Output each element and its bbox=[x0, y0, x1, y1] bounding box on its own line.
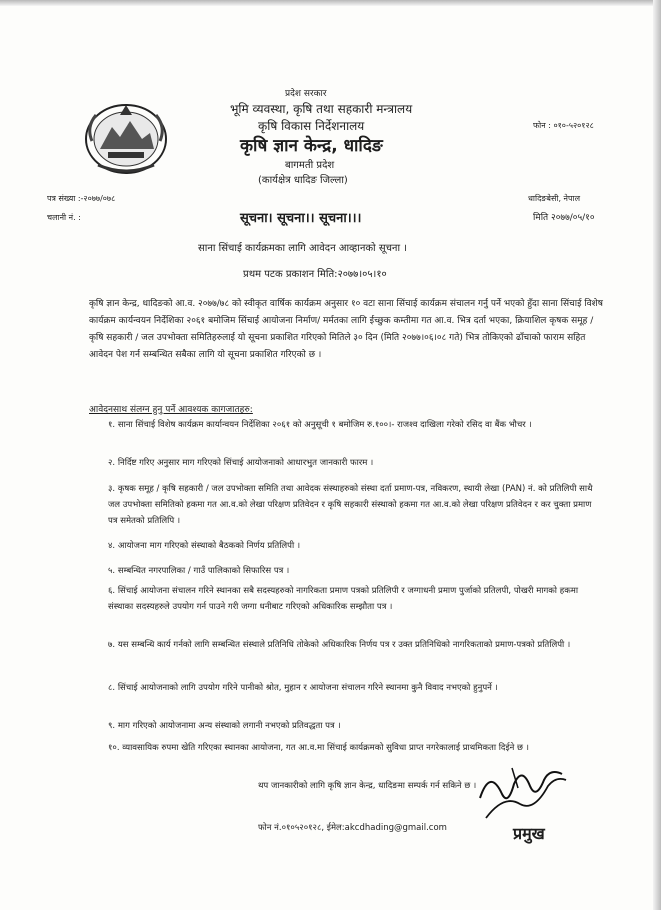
document-list-item-10: १०. व्यावसायिक रुपमा खेति गरिएका स्थानका आयोजना, गत आ.व.मा सिंचाई कार्यक्रमको सुविधा प्राप्त नगरेकालाई प्राथमिकता दिईने छ । bbox=[108, 743, 529, 753]
ministry-title: भूमि व्यवस्था, कृषि तथा सहकारी मन्त्रालय bbox=[230, 102, 413, 116]
document-list-item-8: ८. सिंचाई आयोजनाको लागि उपयोग गरिने पानीको श्रोत, मुहान र आयोजना संचालन गरिने स्थानमा कुनै विवाद नभएको हुनुपर्ने । bbox=[108, 683, 498, 693]
province-name: बागमती प्रदेश bbox=[285, 160, 335, 171]
chief-designation: प्रमुख bbox=[513, 824, 545, 843]
government-title: प्रदेश सरकार bbox=[285, 89, 327, 99]
scan-edge-right bbox=[653, 0, 661, 910]
document-list-item-5: ५. सम्बन्धित नगरपालिका / गाउँ पालिकाको सिफारिस पत्र । bbox=[108, 566, 290, 576]
notice-body-paragraph: कृषि ज्ञान केन्द्र, धादिङको आ.व. २०७७/७८ को स्वीकृत वार्षिक कार्यक्रम अनुसार १० वटा साना सिंचाई कार्यक्रम संचालन गर्नु पर्ने भएको हुँदा साना सिंचाई विशेष कार्यक्रम कार्यन्वयन निर्देशिका २०६१ बमोजिम सिंचाई आयोजना निर्माण/ मर्मतका लागि ईच्छुक कम्तीमा गत आ.व. भित्र दर्ता भएका, क्रियाशिल कृषक समूह / कृषि सहकारी / जल उपभोक्ता समितिहरुलाई यो सूचना प्रकाशित गरिएको मितिले ३० दिन (मिति २०७७।०६।०८ गते) भित्र तोकिएको ढाँचाको फाराम सहित आवेदन पेश गर्न सम्बन्धित सबैका लागि यो सूचना प्रकाशित गरिएको छ । bbox=[89, 299, 604, 360]
document-list-item-2: २. निर्दिष्ट गरिए अनुसार माग गरिएको सिंचाई आयोजनाको आधारभुत जानकारी फारम । bbox=[108, 458, 374, 468]
document-list-item-7: ७. यस सम्बन्धि कार्य गर्नको लागि सम्बन्धित संस्थाले प्रतिनिधि तोकेको अधिकारिक निर्णय पत्र र उक्त प्रतिनिधिको नागरिकताको प्रमाण-पत्रको प्रतिलिपी । bbox=[108, 640, 571, 650]
letter-date: मिति २०७७/०५/१० bbox=[533, 213, 595, 223]
notice-subject: साना सिंचाई कार्यक्रमका लागि आवेदन आव्हानको सूचना । bbox=[198, 243, 408, 254]
document-list-item-9: ९. माग गरिएको आयोजनामा अन्य संस्थाको लगानी नभएको प्रतिवद्धता पत्र । bbox=[108, 721, 341, 731]
notice-heading: सूचना। सूचना।। सूचना।।। bbox=[240, 211, 362, 226]
document-list-item-4: ४. आयोजना माग गरिएको संस्थाको बैठकको निर्णय प्रतिलिपी । bbox=[108, 541, 301, 551]
office-phone: फोन : ०१०-५२०१२८ bbox=[533, 121, 594, 130]
document-list-item-3: ३. कृषक समूह / कृषि सहकारी / जल उपभोक्ता समिति तथा आवेदक संस्थाहरुको संस्था दर्ता प्रमाण-पत्र, नविकरण, स्थायी लेखा (PAN) नं. को प्रतिलिपी साथै जल उपभोक्ता समितिको हकमा गत आ.व.को लेखा परिक्षण प्रतिवेदन र कृषि सहकारी संस्थाको हकमा गत आ.व.को लेखा परिक्षण प्रतिवेदन र कर चुक्ता प्रमाण पत्र समेतको प्रतिलिपि । bbox=[108, 484, 593, 526]
nepal-emblem-logo bbox=[78, 97, 174, 177]
dispatch-number: चलानी नं. : bbox=[47, 213, 81, 222]
office-location: धादिङबेसी, नेपाल bbox=[528, 194, 581, 203]
office-name: कृषि ज्ञान केन्द्र, धादिङ bbox=[240, 136, 383, 156]
handwritten-signature bbox=[472, 758, 582, 832]
contact-info-line: थप जानकारीको लागि कृषि ज्ञान केन्द्र, धादिङमा सम्पर्क गर्न सकिने छ । bbox=[258, 781, 477, 791]
department-title: कृषि विकास निर्देशनालय bbox=[258, 119, 365, 133]
required-documents-heading: आवेदनसाथ संलग्न हुनु पर्ने आवश्यक कागजातहरु: bbox=[89, 405, 253, 415]
document-list-item-6: ६. सिंचाई आयोजना संचालन गरिने स्थानका सबै सदस्यहरुको नागरिकता प्रमाण पत्रको प्रतिलिपी र जग्गाधनी प्रमाण पुर्जाको प्रतिलपी, पोखरी मागको हकमा संस्थाका सदस्यहरुले उपयोग गर्न पाउने गरी जग्गा धनीबाट गरिएको अधिकारिक सम्झौता पत्र । bbox=[108, 586, 579, 612]
document-list-item-1: १. साना सिंचाई विशेष कार्यक्रम कार्यान्वयन निर्देशिका २०६१ को अनुसूची १ बमोजिम रु.१००।- राजश्व दाखिला गरेको रसिद वा बैंक भौचर । bbox=[108, 420, 532, 430]
publication-date: प्रथम पटक प्रकाशन मिति:२०७७।०५।१० bbox=[243, 269, 387, 280]
letter-reference-number: पत्र संख्या :-२०७७/०७८ bbox=[47, 194, 116, 203]
jurisdiction-area: (कार्यक्षेत्र धादिङ जिल्ला) bbox=[258, 175, 348, 186]
scan-edge-top bbox=[0, 0, 661, 6]
phone-email-line: फोन नं.०१०५२०१२८, ईमेल:akcdhading@gmail.com bbox=[258, 823, 447, 833]
